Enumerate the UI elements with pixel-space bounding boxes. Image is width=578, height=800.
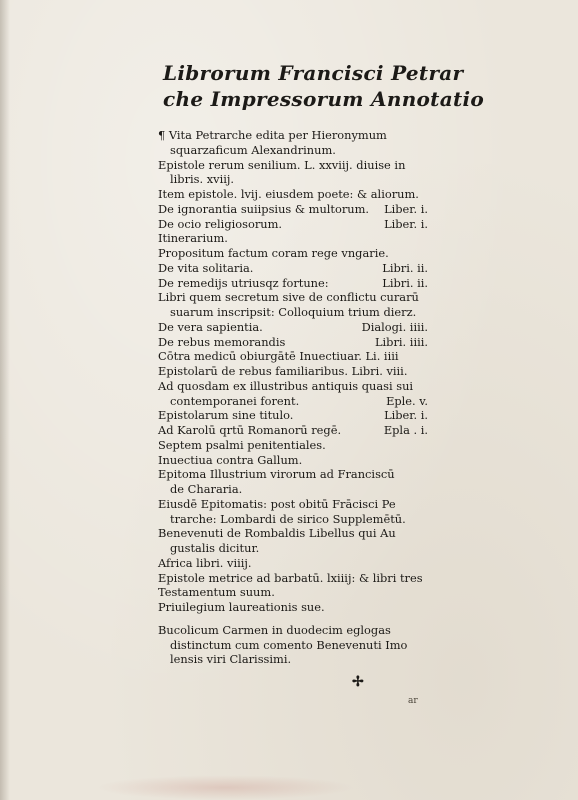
list-item-volume: Epla . i. — [383, 423, 428, 437]
list-item-text: de Chararia. — [170, 482, 243, 496]
list-item — [158, 512, 428, 527]
title-line-1: Librorum Francisci Petrar — [163, 61, 464, 85]
list-item — [158, 290, 428, 305]
list-item-volume: Dialogi. iiii. — [361, 319, 428, 334]
list-item-text: Item epistole. lvij. eiusdem poete: & aliorum. — [158, 187, 419, 201]
list-item — [158, 526, 428, 541]
list-item-text: Inuectiua contra Gallum. — [158, 452, 303, 467]
list-item-text: Africa libri. viiij. — [158, 555, 252, 570]
closing-line: lensis viri Clarissimi. — [170, 652, 292, 667]
list-item-text: Epistole metrice ad barbatū. lxiiij: & libri tres — [158, 570, 423, 585]
list-item — [158, 556, 428, 571]
list-item — [158, 600, 428, 615]
list-item — [158, 497, 428, 512]
list-item-text: squarzaficum Alexandrinum. — [170, 142, 336, 157]
list-item — [158, 261, 428, 276]
list-item-volume: Liber. i. — [384, 216, 428, 231]
list-item — [158, 541, 428, 556]
list-item — [158, 467, 428, 482]
list-item — [158, 453, 428, 468]
list-item-text: Benevenuti de Rombaldis Libellus qui Au — [158, 526, 396, 541]
list-item — [158, 305, 428, 320]
list-item-volume: Libri. ii. — [382, 275, 428, 290]
list-item-text: De rebus memorandis — [158, 334, 286, 349]
page-stain — [95, 775, 355, 800]
list-item-volume: Libri. iiii. — [374, 334, 428, 349]
list-item-text: De vita solitaria. — [158, 260, 254, 275]
list-item — [158, 172, 428, 187]
list-item-text: Libri quem secretum sive de conflictu curarū — [158, 290, 419, 305]
list-item-text: Epistolarū de rebus familiaribus. Libri. viii. — [158, 364, 408, 378]
list-item-text: Cōtra medicū obiurgātē Inuectiuar. Li. iiii — [158, 349, 399, 364]
list-item-text: Epistole rerum senilium. L. xxviij. diuise in — [158, 157, 406, 172]
closing-line: distinctum cum comento Benevenuti Imo — [170, 637, 408, 652]
list-item — [158, 585, 428, 600]
list-item-text: Ad Karolū qrtū Romanorū regē. — [158, 423, 342, 437]
list-item-text: contemporanei forent. — [170, 393, 300, 408]
list-item-text: De ocio religiosorum. — [158, 216, 283, 231]
list-item — [158, 408, 428, 423]
list-item — [158, 217, 428, 232]
list-item-text: Propositum factum coram rege vngarie. — [158, 246, 389, 260]
list-item — [158, 349, 428, 364]
list-item-text: libris. xviij. — [170, 172, 235, 187]
list-item-volume: Liber. i. — [384, 408, 428, 423]
list-item — [158, 335, 428, 350]
list-item — [158, 320, 428, 335]
list-item — [158, 482, 428, 497]
list-item-text: Ad quosdam ex illustribus antiquis quasi sui — [158, 378, 414, 393]
list-item-volume: Libri. ii. — [382, 260, 428, 275]
list-item-text: Itinerarium. — [158, 231, 228, 246]
document-title — [163, 60, 484, 112]
list-item — [158, 231, 428, 246]
list-item-text: De remedijs utriusqz fortune: — [158, 275, 329, 290]
list-item — [158, 571, 428, 586]
list-item-volume: Eple. v. — [386, 393, 428, 408]
page-edge-shadow — [0, 0, 10, 800]
list-item-text: ¶ Vita Petrarche edita per Hieronymum — [158, 128, 387, 142]
list-item-text: Eiusdē Epitomatis: post obitū Frācisci Pe — [158, 496, 396, 511]
list-item — [158, 438, 428, 453]
list-item-text: Testamentum suum. — [158, 585, 275, 600]
list-item-text: suarum inscripsit: Colloquium trium dierz. — [170, 305, 417, 319]
list-item — [158, 394, 428, 409]
list-item-text: De ignorantia suiipsius & multorum. — [158, 201, 370, 216]
list-item — [158, 187, 428, 202]
list-item-text: Priuilegium laureationis sue. — [158, 600, 325, 614]
list-item — [158, 364, 428, 379]
list-item-volume: Liber. i. — [384, 201, 428, 216]
closing-line: Bucolicum Carmen in duodecim eglogas — [158, 622, 391, 637]
list-item-text: Septem psalmi penitentiales. — [158, 437, 326, 452]
title-line-2: che Impressorum Annotatio — [163, 87, 485, 111]
list-item — [158, 423, 428, 438]
list-item-text: De vera sapientia. — [158, 319, 263, 334]
list-item-text: Epitoma Illustrium virorum ad Franciscū — [158, 467, 395, 482]
ink-fleck: ar — [408, 696, 418, 706]
list-item-text: trarche: Lombardi de sirico Supplemētū. — [170, 511, 406, 526]
contents-list — [158, 128, 428, 667]
list-item — [158, 202, 428, 217]
list-item-text: Epistolarum sine titulo. — [158, 408, 294, 423]
ornament-icon: ✢ — [352, 674, 364, 690]
list-item-text: gustalis dicitur. — [170, 541, 260, 555]
list-item — [158, 143, 428, 158]
list-item — [158, 276, 428, 291]
list-item — [158, 158, 428, 173]
list-item — [158, 379, 428, 394]
list-item — [158, 128, 428, 143]
list-item — [158, 246, 428, 261]
section-gap — [158, 615, 428, 623]
